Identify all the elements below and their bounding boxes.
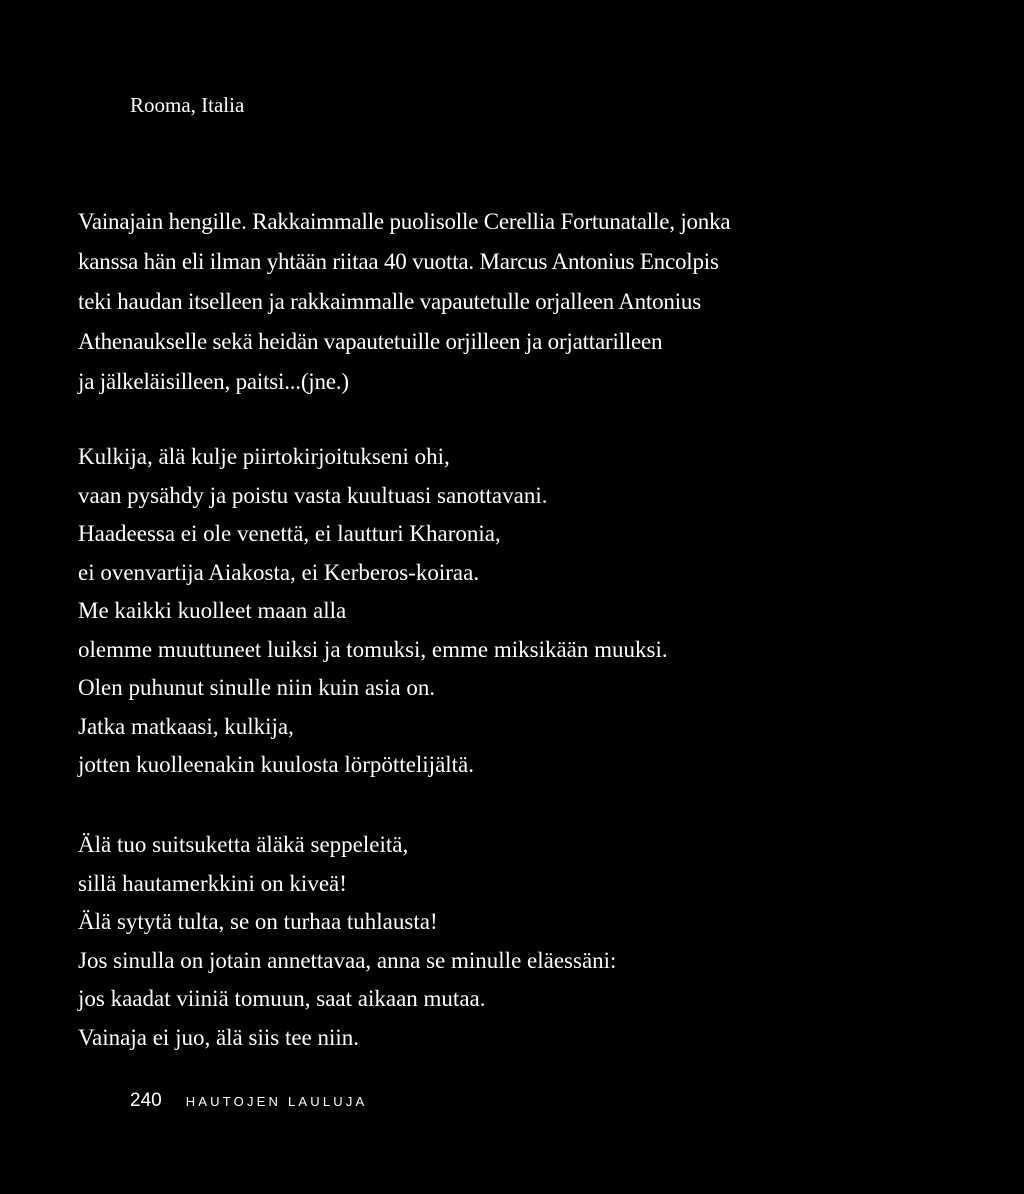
running-title: HAUTOJEN LAULUJA (185, 1094, 368, 1109)
prose-line: Vainajain hengille. Rakkaimmalle puolisolle Cerellia Fortunatalle, jonka (78, 209, 731, 234)
poem-line: Me kaikki kuolleet maan alla (78, 598, 347, 623)
poem-line: Olen puhunut sinulle niin kuin asia on. (78, 675, 436, 700)
poem-line: Vainaja ei juo, älä siis tee niin. (78, 1024, 360, 1050)
page-number: 240 (130, 1090, 162, 1111)
prose-line: ja jälkeläisilleen, paitsi...(jne.) (78, 369, 349, 394)
poem-line: Älä tuo suitsuketta äläkä seppeleitä, (78, 832, 409, 857)
location-heading: Rooma, Italia (130, 93, 245, 117)
poem-line: ei ovenvartija Aiakosta, ei Kerberos-koiraa. (78, 559, 480, 585)
poem-line: Jatka matkaasi, kulkija, (78, 713, 294, 739)
poem-line: Jos sinulla on jotain annettavaa, anna se minulle eläessäni: (78, 947, 617, 973)
poem-line: jos kaadat viiniä tomuun, saat aikaan mutaa. (78, 986, 486, 1011)
poem-line: Älä sytytä tulta, se on turhaa tuhlausta! (78, 909, 438, 934)
poem-line: sillä hautamerkkini on kiveä! (78, 870, 347, 896)
poem-line: olemme muuttuneet luiksi ja tomuksi, emme miksikään muuksi. (78, 636, 668, 662)
poem-line: jotten kuolleenakin kuulosta lörpöttelijältä. (78, 752, 475, 777)
poem-stanza-1 (78, 438, 668, 785)
poem-line: Haadeessa ei ole venettä, ei lautturi Kharonia, (78, 521, 501, 546)
poem-line: Kulkija, älä kulje piirtokirjoitukseni ohi, (78, 444, 450, 469)
prose-line: teki haudan itselleen ja rakkaimmalle vapautetulle orjalleen Antonius (78, 289, 701, 314)
poem-stanza-2 (78, 826, 616, 1057)
poem-line: vaan pysähdy ja poistu vasta kuultuasi sanottavani. (78, 482, 548, 508)
inscription-translation (78, 202, 958, 402)
page-footer (130, 1090, 367, 1116)
prose-line: Athenaukselle sekä heidän vapautetuille orjilleen ja orjattarilleen (78, 329, 663, 354)
prose-line: kanssa hän eli ilman yhtään riitaa 40 vuotta. Marcus Antonius Encolpis (78, 249, 719, 274)
